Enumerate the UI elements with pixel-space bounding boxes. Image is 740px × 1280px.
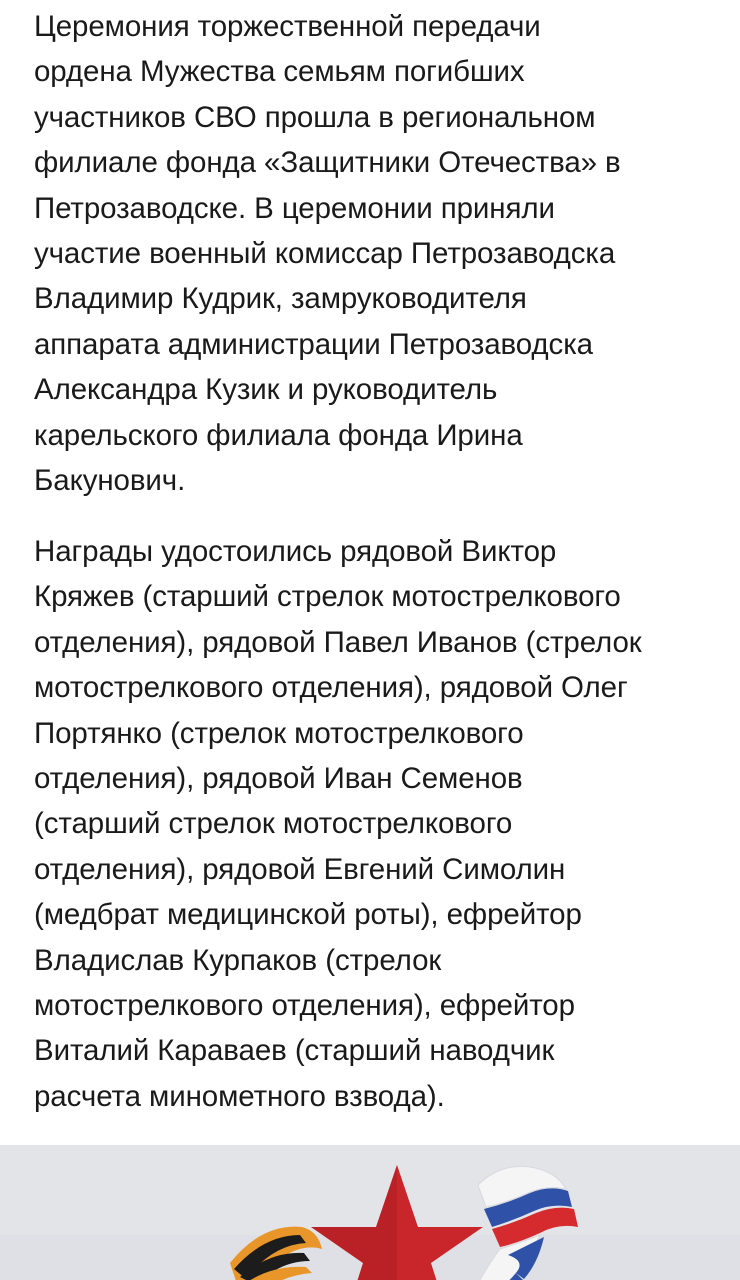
text-line: (медбрат медицинской роты), ефрейтор	[34, 898, 582, 932]
article-paragraph-2	[34, 529, 734, 1119]
photo-canvas	[0, 1145, 740, 1280]
text-line: (старший стрелок мотострелкового	[34, 807, 513, 841]
text-line: Владислав Курпаков (стрелок	[34, 943, 442, 977]
text-line: расчета минометного взвода).	[34, 1079, 445, 1113]
text-line: мотострелкового отделения), ефрейтор	[34, 989, 575, 1023]
text-line: отделения), рядовой Иван Семенов	[34, 762, 523, 796]
text-line: мотострелкового отделения), рядовой Олег	[34, 671, 628, 705]
text-line: Бакунович.	[34, 464, 186, 498]
text-line: филиале фонда «Защитники Отечества» в	[34, 146, 621, 180]
text-line: участников СВО прошла в региональном	[34, 100, 596, 134]
text-line: Церемония торжественной передачи	[34, 10, 541, 43]
text-line: Петрозаводске. В церемонии приняли	[34, 191, 555, 225]
text-line: ордена Мужества семьям погибших	[34, 55, 525, 89]
text-line: Портянко (стрелок мотострелкового	[34, 716, 524, 750]
article-photo[interactable]	[0, 1145, 740, 1280]
text-line: Награды удостоились рядовой Виктор	[34, 535, 557, 568]
article-paragraph-1	[34, 4, 734, 503]
text-line: Виталий Караваев (старший наводчик	[34, 1034, 555, 1068]
text-line: участие военный комиссар Петрозаводска	[34, 237, 616, 271]
text-line: Владимир Кудрик, замруководителя	[34, 282, 527, 316]
text-line: аппарата администрации Петрозаводска	[34, 327, 593, 361]
text-line: отделения), рядовой Евгений Симолин	[34, 852, 566, 886]
text-line: Александра Кузик и руководитель	[34, 373, 498, 407]
text-line: Кряжев (старший стрелок мотострелкового	[34, 580, 621, 614]
text-line: карельского филиала фонда Ирина	[34, 418, 523, 452]
text-line: отделения), рядовой Павел Иванов (стрелок	[34, 625, 642, 659]
